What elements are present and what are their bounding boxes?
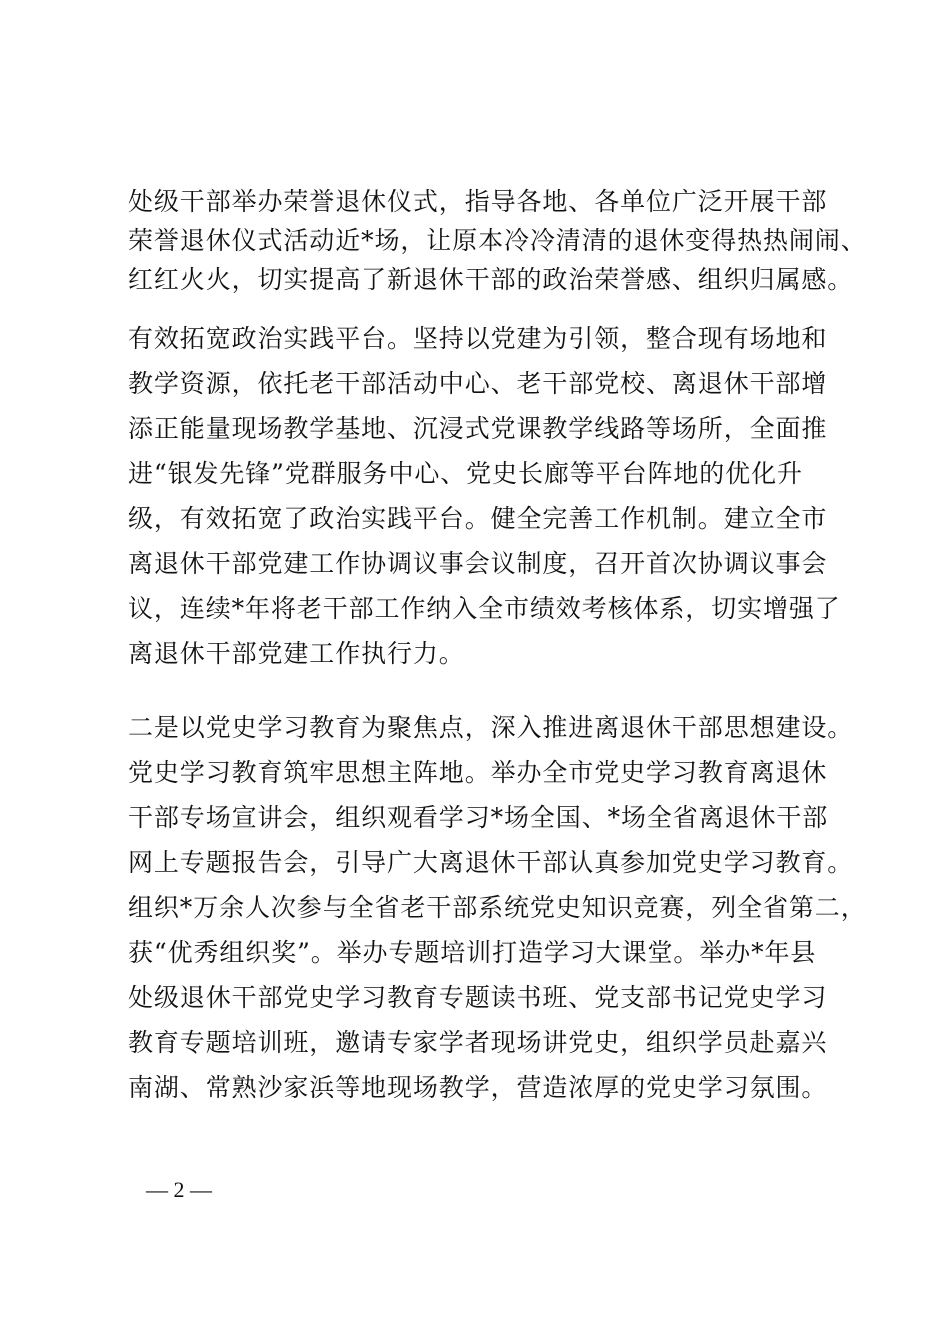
text-line: 干部专场宣讲会，组织观看学习*场全国、*场全省离退休干部 bbox=[128, 803, 829, 832]
section-heading-line: 二是以党史学习教育为聚焦点，深入推进离退休干部思想建设。 bbox=[128, 713, 854, 742]
text-line: 处级干部举办荣誉退休仪式，指导各地、各单位广泛开展干部 bbox=[128, 187, 828, 216]
text-line: 荣誉退休仪式活动近*场，让原本冷冷清清的退休变得热热闹闹、 bbox=[128, 226, 867, 255]
text-line: 处级退休干部党史学习教育专题读书班、党支部书记党史学习 bbox=[128, 983, 828, 1012]
text-line: 南湖、常熟沙家浜等地现场教学，营造浓厚的党史学习氛围。 bbox=[128, 1073, 828, 1102]
text-line: 离退休干部党建工作执行力。 bbox=[128, 639, 465, 668]
text-line: 获“优秀组织奖”。举办专题培训打造学习大课堂。举办*年县 bbox=[128, 938, 817, 967]
text-line: 组织*万余人次参与全省老干部系统党史知识竞赛，列全省第二， bbox=[128, 893, 867, 922]
text-line: 网上专题报告会，引导广大离退休干部认真参加党史学习教育。 bbox=[128, 848, 854, 877]
text-line: 教育专题培训班，邀请专家学者现场讲党史，组织学员赴嘉兴 bbox=[128, 1028, 828, 1057]
text-line: 红红火火，切实提高了新退休干部的政治荣誉感、组织归属感。 bbox=[128, 265, 854, 294]
text-line: 级，有效拓宽了政治实践平台。健全完善工作机制。建立全市 bbox=[128, 504, 828, 533]
text-line: 离退休干部党建工作协调议事会议制度，召开首次协调议事会 bbox=[128, 549, 828, 578]
text-line: 有效拓宽政治实践平台。坚持以党建为引领，整合现有场地和 bbox=[128, 324, 828, 353]
text-line: 教学资源，依托老干部活动中心、老干部党校、离退休干部增 bbox=[128, 369, 828, 398]
text-line: 议，连续*年将老干部工作纳入全市绩效考核体系，切实增强了 bbox=[128, 594, 841, 623]
text-line: 党史学习教育筑牢思想主阵地。举办全市党史学习教育离退休 bbox=[128, 758, 828, 787]
page-number: — 2 — bbox=[146, 1177, 212, 1202]
text-line: 进“银发先锋”党群服务中心、党史长廊等平台阵地的优化升 bbox=[128, 459, 803, 488]
text-line: 添正能量现场教学基地、沉浸式党课教学线路等场所，全面推 bbox=[128, 414, 828, 443]
